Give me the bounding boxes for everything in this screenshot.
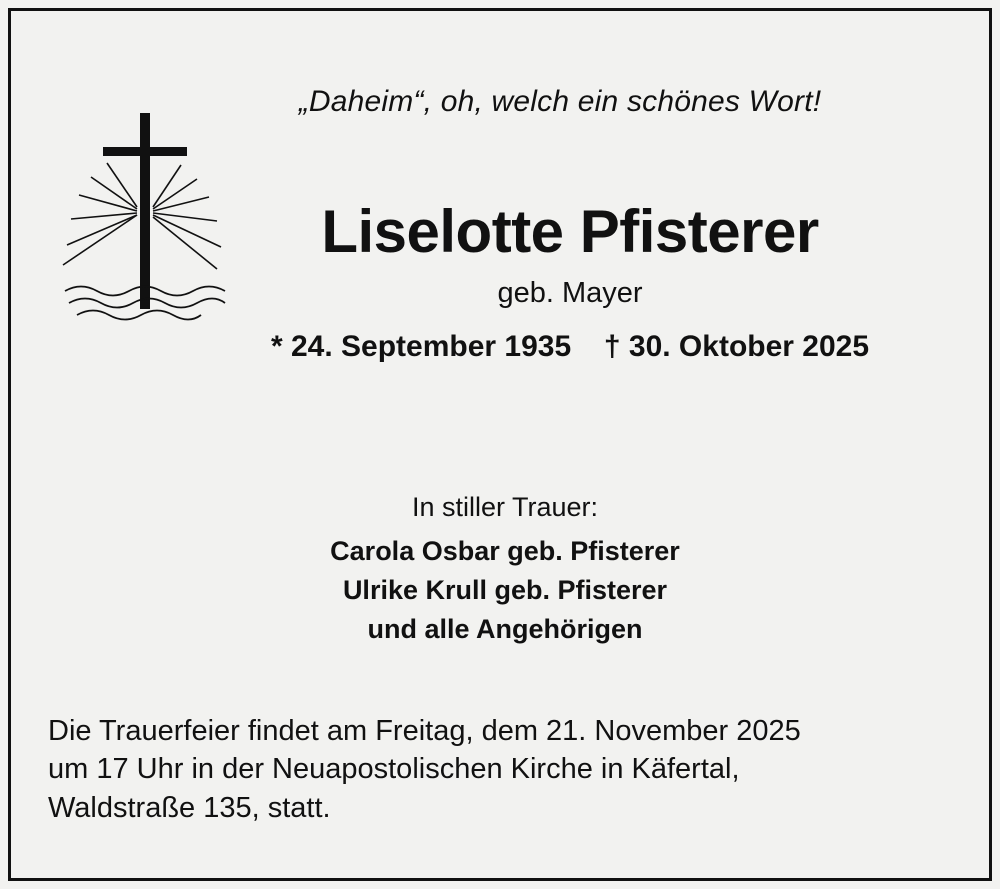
service-line: Die Trauerfeier findet am Freitag, dem 21. November 2025 — [48, 715, 801, 747]
mourner-name: Carola Osbar geb. Pfisterer — [330, 536, 680, 566]
deceased-name: Liselotte Pfisterer — [321, 198, 819, 265]
mourners-list — [10, 532, 1000, 649]
service-details — [48, 712, 952, 827]
motto-text: „Daheim“, oh, welch ein schönes Wort! — [298, 85, 822, 118]
birth-date: 24. September 1935 — [291, 330, 572, 363]
birth-symbol: * — [270, 330, 283, 363]
death-date: 30. Oktober 2025 — [628, 330, 870, 363]
mourner-name: und alle Angehörigen — [367, 614, 643, 645]
service-line: Waldstraße 135, statt. — [48, 791, 331, 824]
name-block — [180, 200, 960, 364]
death-symbol: † — [603, 330, 621, 363]
mourner-name: Ulrike Krull geb. Pfisterer — [342, 575, 668, 606]
service-line: um 17 Uhr in der Neuapostolischen Kirche in Käfertal, — [48, 753, 740, 786]
mourners-intro: In stiller Trauer: — [411, 492, 599, 522]
maiden-name: geb. Mayer — [497, 277, 643, 309]
life-dates — [180, 330, 960, 364]
mourners-block — [0, 492, 1000, 649]
